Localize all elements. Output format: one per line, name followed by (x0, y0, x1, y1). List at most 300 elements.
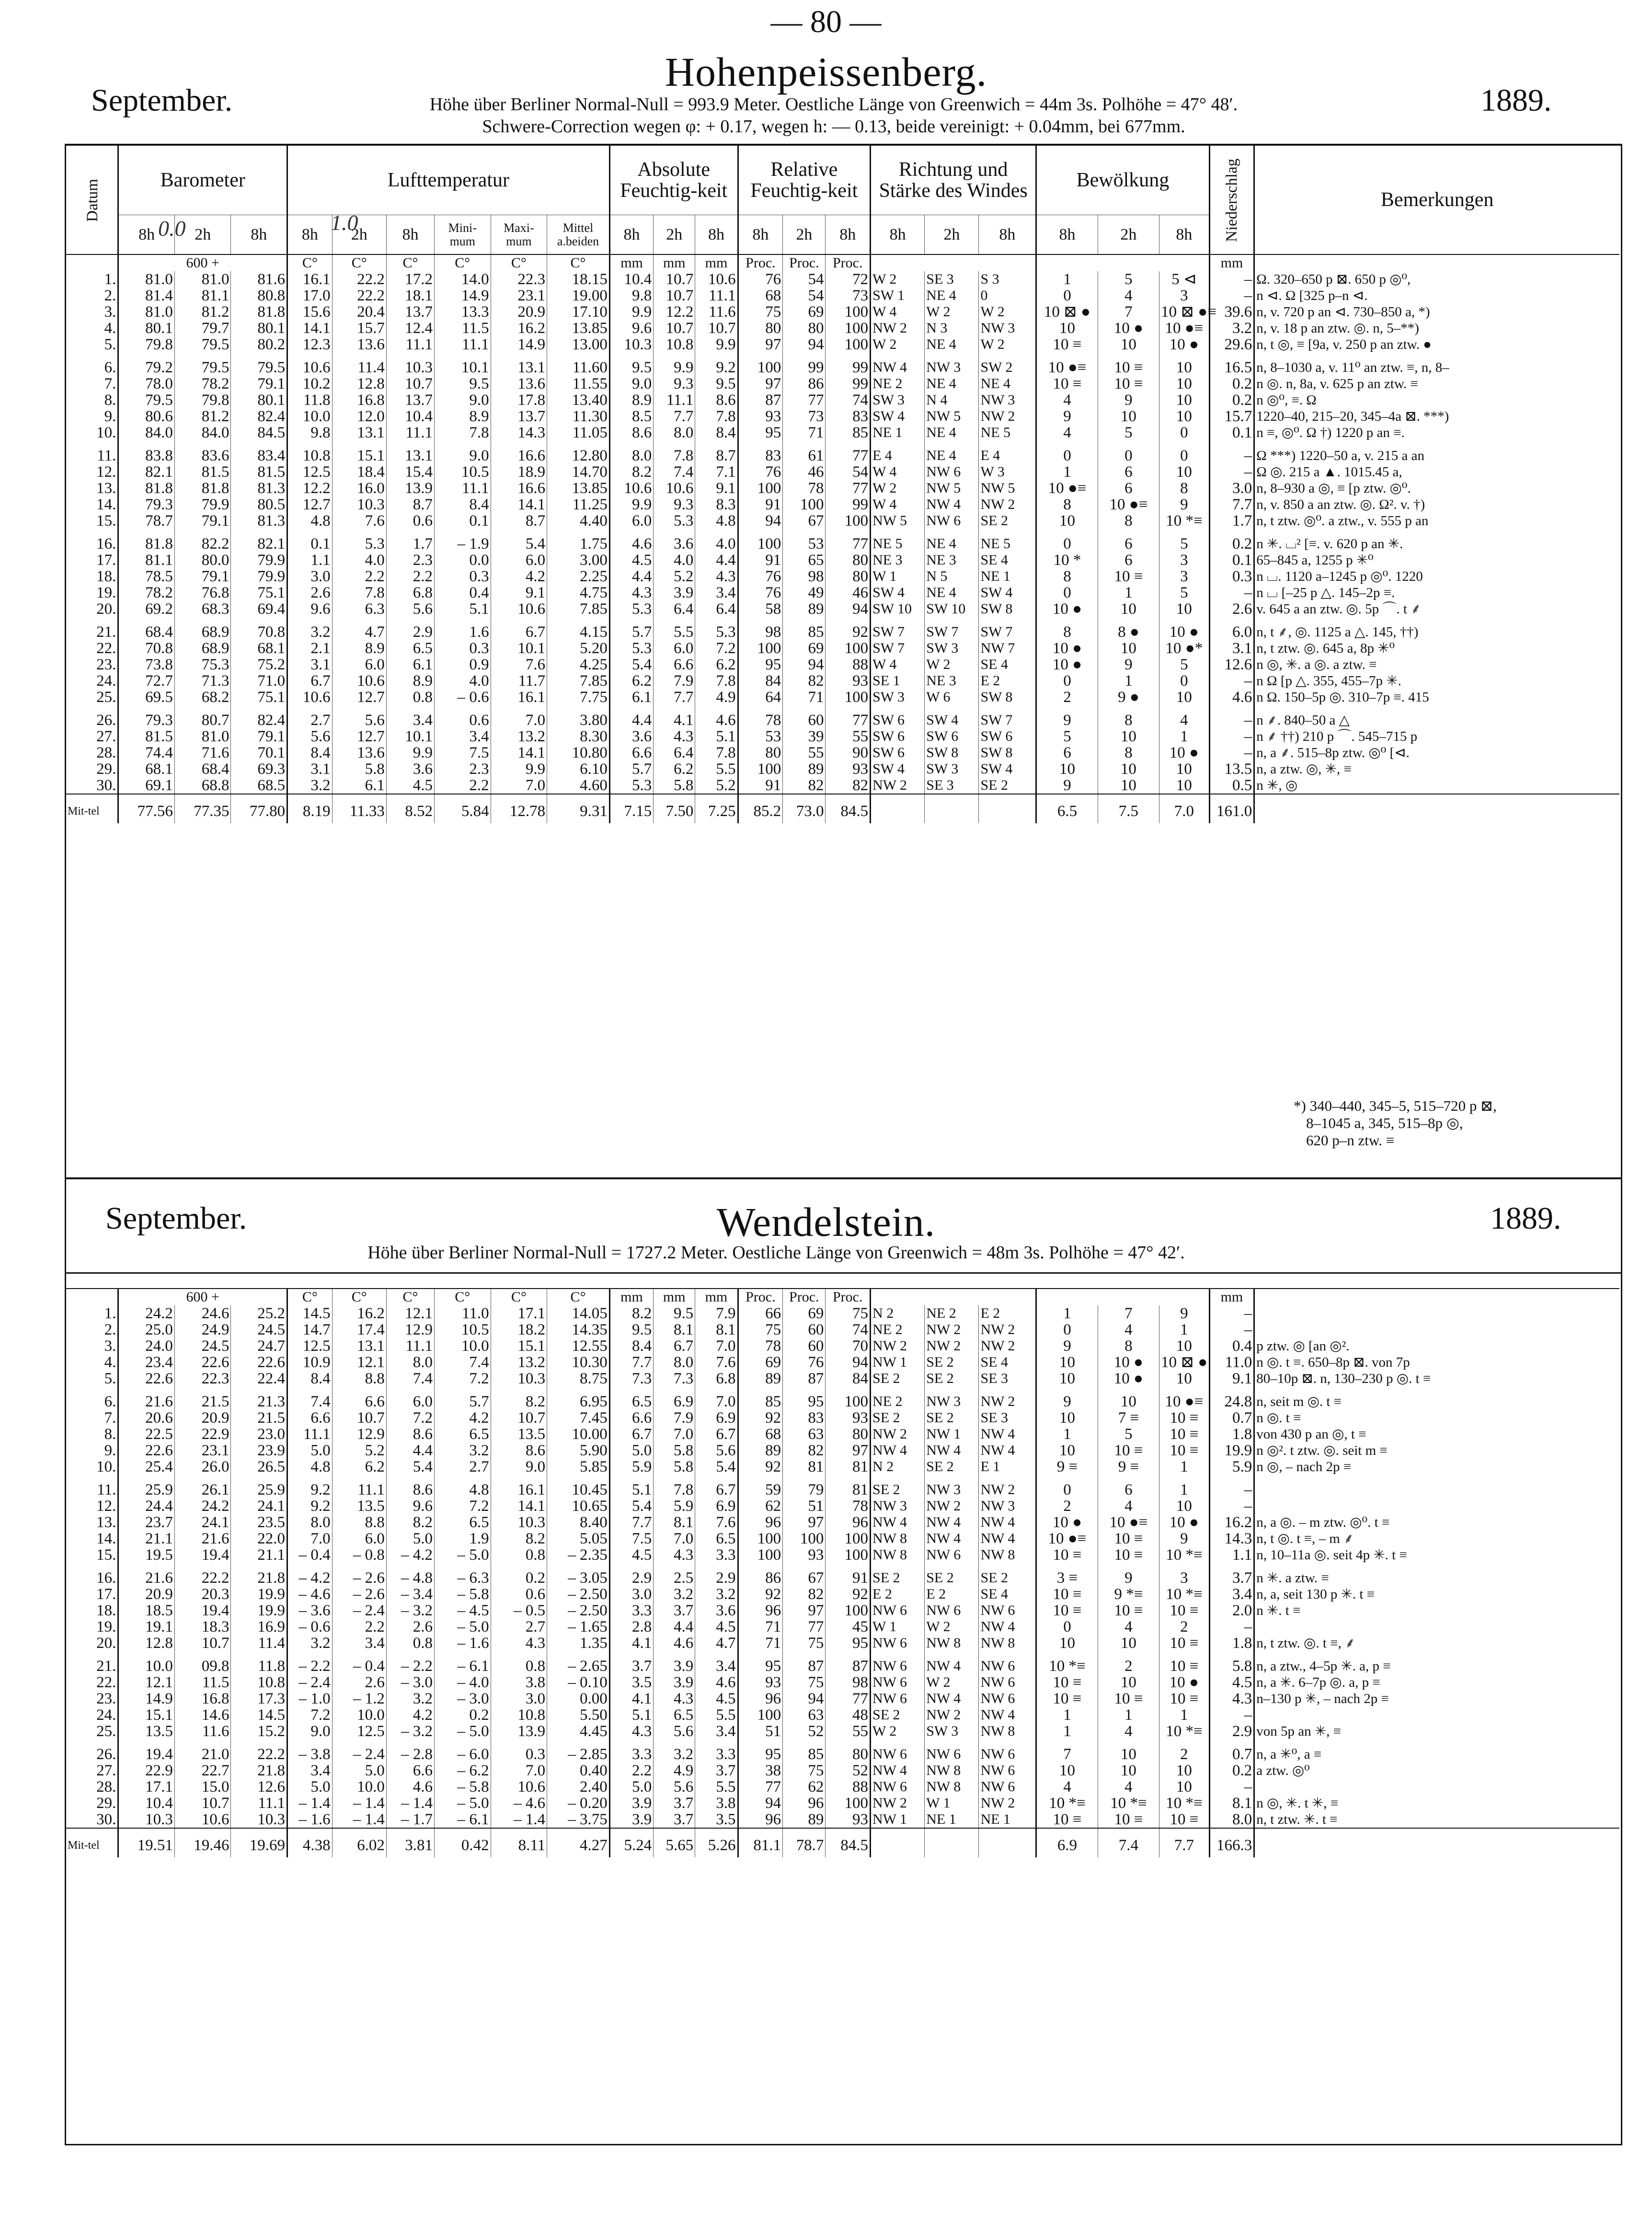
cell: 79.5 (174, 336, 231, 353)
cell: 15.1 (118, 1707, 175, 1723)
cell: NW 4 (925, 1691, 979, 1707)
cell: 0.8 (491, 1547, 547, 1563)
cell: 5.1 (695, 728, 738, 745)
cell: 2 (1036, 1498, 1098, 1514)
cell: 19.9 (1209, 1442, 1254, 1459)
cell (1254, 1779, 1619, 1795)
cell: SW 1 (871, 288, 925, 304)
cell: 65–845 a, 1255 p ✳⁰ (1254, 552, 1619, 568)
cell: 55 (826, 1723, 871, 1739)
cell: 11.33 (332, 794, 386, 823)
cell: 51 (738, 1723, 783, 1739)
unit-label: C° (287, 254, 333, 271)
cell: 5 (1159, 529, 1210, 552)
cell: 1.1 (287, 552, 333, 568)
cell: 70.8 (118, 640, 175, 656)
cell: 9. (104, 408, 116, 425)
cell: 4.1 (654, 705, 695, 728)
cell: 25. (96, 689, 116, 706)
cell: 13.7 (386, 304, 434, 320)
cell: 9.6 (609, 320, 653, 336)
footnote-line: *) 340–440, 345–5, 515–720 p ⊠, (1294, 1097, 1497, 1114)
cell: 15.7 (1209, 408, 1254, 425)
table-row (66, 1498, 1619, 1514)
cell: – (1209, 1498, 1254, 1514)
cell: – 4.5 (435, 1602, 491, 1619)
cell: n, t ◎. t ≡, – m ⸙ (1254, 1531, 1619, 1547)
cell: 80–10p ⊠. n, 130–230 p ◎. t ≡ (1254, 1370, 1619, 1387)
cell: 6.7 (491, 617, 547, 640)
cell: 4.6 (609, 529, 653, 552)
cell: 4.8 (695, 513, 738, 529)
year-label-hohen: 1889. (1480, 83, 1552, 118)
cell: 4.1 (609, 1635, 653, 1651)
cell: 10 (1098, 1762, 1159, 1779)
cell: 2.0 (1209, 1602, 1254, 1619)
cell: 166.3 (1209, 1828, 1254, 1857)
cell: 96 (738, 1602, 783, 1619)
cell: 5 (1098, 425, 1159, 441)
cell: 5.26 (695, 1828, 738, 1857)
cell: 10 ≡ (1159, 1691, 1210, 1707)
cell: 7.7 (609, 1514, 653, 1531)
cell: 68.4 (174, 761, 231, 777)
cell: 10 ≡ (1036, 1691, 1098, 1707)
cell: 5 (1159, 585, 1210, 601)
subheader-mittel: Mittel a.beiden (547, 215, 610, 254)
cell: 87 (826, 1651, 871, 1674)
cell: 19.4 (174, 1602, 231, 1619)
cell: 22.4 (231, 1370, 287, 1387)
table-row (66, 1619, 1619, 1635)
cell: NW 8 (979, 1635, 1036, 1651)
cell: 80.0 (174, 552, 231, 568)
cell: SW 3 (925, 1723, 979, 1739)
cell: NW 6 (925, 464, 979, 480)
cell: 92 (738, 1586, 783, 1602)
cell: 76.8 (174, 585, 231, 601)
cell: 100 (826, 513, 871, 529)
cell: 1. (104, 271, 116, 288)
cell: 94 (783, 1691, 826, 1707)
cell: NW 8 (925, 1635, 979, 1651)
cell: SE 2 (925, 1459, 979, 1475)
cell: 78.2 (174, 376, 231, 392)
cell: 95 (826, 1635, 871, 1651)
cell: 10.0 (118, 1651, 175, 1674)
cell: 69 (738, 1354, 783, 1370)
cell: 12.80 (547, 441, 610, 464)
cell: 80.1 (231, 392, 287, 408)
cell: 5.3 (609, 601, 653, 617)
cell: NE 2 (871, 376, 925, 392)
cell: 4 (1098, 1723, 1159, 1739)
cell: 3.9 (654, 1651, 695, 1674)
cell: 2.40 (547, 1779, 610, 1795)
table-row (66, 480, 1619, 496)
cell: 1.1 (1209, 1547, 1254, 1563)
cell: NW 2 (925, 1322, 979, 1338)
cell: 8.9 (332, 640, 386, 656)
cell: 5.3 (609, 640, 653, 656)
cell: – 3.2 (386, 1723, 434, 1739)
table-row (66, 441, 1619, 464)
cell: 90 (826, 745, 871, 761)
unit-label: C° (332, 254, 386, 271)
cell: 82.4 (231, 408, 287, 425)
cell: 79.8 (174, 392, 231, 408)
cell: 12.2 (654, 304, 695, 320)
cell: 82 (783, 777, 826, 794)
cell: 7.0 (654, 1531, 695, 1547)
cell: 3.4 (1209, 1586, 1254, 1602)
subheader-abs-8h: 8h (609, 215, 653, 254)
cell: 81.3 (231, 480, 287, 496)
cell: 7.8 (435, 425, 491, 441)
units-row (66, 254, 1619, 271)
cell: 3 (1159, 1563, 1210, 1586)
cell: 8.9 (435, 408, 491, 425)
cell: – 6.0 (435, 1739, 491, 1762)
cell: 22.7 (174, 1762, 231, 1779)
cell: 8.0 (654, 425, 695, 441)
cell: 10.5 (435, 464, 491, 480)
cell: SW 7 (871, 640, 925, 656)
cell: 12.6 (231, 1779, 287, 1795)
cell: 5.7 (435, 1387, 491, 1410)
cell: 6.9 (695, 1410, 738, 1426)
cell: SW 4 (871, 408, 925, 425)
cell: – 5.0 (435, 1723, 491, 1739)
cell: 0.1 (1209, 552, 1254, 568)
cell: 71 (738, 1635, 783, 1651)
cell: 3.00 (547, 552, 610, 568)
cell: E 2 (925, 1586, 979, 1602)
cell: NW 2 (871, 777, 925, 794)
cell: NW 3 (979, 1498, 1036, 1514)
cell: 4.2 (386, 1707, 434, 1723)
cell: 10 ●≡ (1036, 353, 1098, 376)
cell: NE 4 (925, 529, 979, 552)
cell: 2.9 (609, 1563, 653, 1586)
cell: 0 (1159, 441, 1210, 464)
cell: 3.9 (654, 1674, 695, 1691)
cell: 80.1 (118, 320, 175, 336)
cell: – 2.6 (332, 1563, 386, 1586)
section-divider (65, 1177, 1621, 1179)
cell: 24.8 (1209, 1387, 1254, 1410)
unit-label (1036, 1289, 1209, 1305)
cell: 14.9 (491, 336, 547, 353)
cell: 8.2 (386, 1514, 434, 1531)
cell: 10 ≡ (1098, 568, 1159, 585)
cell: 78.2 (118, 585, 175, 601)
table-row (66, 585, 1619, 601)
cell: 3.9 (654, 585, 695, 601)
cell: W 2 (871, 336, 925, 353)
cell: 100 (738, 529, 783, 552)
cell: 100 (738, 1547, 783, 1563)
cell: 10.80 (547, 745, 610, 761)
footnote-line: 8–1045 a, 345, 515–8p ◎, (1306, 1115, 1463, 1131)
cell: 0.2 (1209, 529, 1254, 552)
unit-label: C° (435, 1289, 491, 1305)
cell: 83.8 (118, 441, 175, 464)
cell: 63 (783, 1707, 826, 1723)
cell: 18.5 (118, 1602, 175, 1619)
cell: – 0.8 (332, 1547, 386, 1563)
table-row (66, 1707, 1619, 1723)
unit-label: C° (435, 254, 491, 271)
cell: 8.4 (287, 1370, 333, 1387)
cell: 16.5 (1209, 353, 1254, 376)
cell: 3.1 (287, 656, 333, 673)
cell: – (1209, 271, 1254, 288)
cell: – 1.4 (287, 1795, 333, 1811)
cell: NE 3 (925, 552, 979, 568)
header-relative-feuchtigkeit: Relative Feuchtig-keit (738, 146, 870, 215)
cell: 4.5 (695, 1619, 738, 1635)
table-row (66, 1475, 1619, 1498)
cell: 10.6 (174, 1811, 231, 1828)
cell: 75 (738, 304, 783, 320)
cell: 7.5 (1098, 794, 1159, 823)
cell: 9 (1159, 496, 1210, 513)
cell: 81.6 (231, 271, 287, 288)
cell: 3.7 (654, 1795, 695, 1811)
cell: 8 (1098, 745, 1159, 761)
cell: 2.2 (435, 777, 491, 794)
cell: 38 (738, 1762, 783, 1779)
cell: NW 6 (979, 1762, 1036, 1779)
cell: 10 (1036, 1410, 1098, 1426)
cell: 7.7 (609, 1354, 653, 1370)
cell: 10 (1036, 1442, 1098, 1459)
cell: 10 (1098, 640, 1159, 656)
table-row (66, 1691, 1619, 1707)
cell: 13.85 (547, 480, 610, 496)
cell: 100 (826, 1795, 871, 1811)
cell: 8.0 (609, 441, 653, 464)
cell: 5.6 (695, 1442, 738, 1459)
cell: 2.6 (287, 585, 333, 601)
cell: 6.2 (654, 761, 695, 777)
cell: 81.5 (118, 728, 175, 745)
cell: 6.8 (386, 585, 434, 601)
cell: 8.2 (491, 1531, 547, 1547)
cell: 93 (826, 1410, 871, 1426)
cell: 2. (104, 287, 116, 304)
cell: 7.4 (1098, 1828, 1159, 1857)
cell: 87 (738, 392, 783, 408)
cell: 10 ≡ (1159, 1811, 1210, 1828)
cell: NW 7 (979, 640, 1036, 656)
cell: 25. (96, 1723, 116, 1740)
cell: 0.2 (1209, 1762, 1254, 1779)
cell: 17.2 (386, 271, 434, 288)
cell: 8.7 (386, 496, 434, 513)
cell: NW 8 (925, 1762, 979, 1779)
table-row (66, 1811, 1619, 1828)
cell: 10 (1159, 353, 1210, 376)
cell: 59 (738, 1475, 783, 1498)
cell: 7.1 (695, 464, 738, 480)
cell: SE 2 (871, 1707, 925, 1723)
cell: SW 3 (925, 640, 979, 656)
cell: 6.0 (332, 1531, 386, 1547)
cell: 20.9 (174, 1410, 231, 1426)
cell: von 430 p an ◎, t ≡ (1254, 1426, 1619, 1442)
cell: 2.3 (435, 761, 491, 777)
cell: 62 (738, 1498, 783, 1514)
cell: 12.1 (118, 1674, 175, 1691)
cell: 3.8 (695, 1795, 738, 1811)
cell: 10 (1098, 728, 1159, 745)
cell: – 6.2 (435, 1762, 491, 1779)
cell: 100 (826, 1387, 871, 1410)
cell: n, v. 850 a an ztw. ◎. Ω². v. †) (1254, 496, 1619, 513)
cell: 11.1 (287, 1426, 333, 1442)
cell: 10.1 (435, 353, 491, 376)
cell: 6.0 (332, 656, 386, 673)
mittel-row (66, 794, 1619, 823)
table-row (66, 320, 1619, 336)
cell: N 4 (925, 392, 979, 408)
cell: NW 4 (979, 1514, 1036, 1531)
cell (1254, 1619, 1619, 1635)
cell: 3.9 (609, 1811, 653, 1828)
cell: – 2.6 (332, 1586, 386, 1602)
cell: 21.8 (231, 1563, 287, 1586)
cell: 3.7 (654, 1811, 695, 1828)
cell: 10 ● (1159, 1514, 1210, 1531)
cell: 4.0 (332, 552, 386, 568)
cell: – 2.50 (547, 1602, 610, 1619)
cell: 12.3 (287, 336, 333, 353)
cell: 9.5 (609, 1322, 653, 1338)
cell: 70 (826, 1338, 871, 1354)
cell: 5.1 (609, 1475, 653, 1498)
cell: 5.3 (695, 617, 738, 640)
cell: – 3.8 (287, 1739, 333, 1762)
table-row (66, 1322, 1619, 1338)
subheader-baro-8h: 8h (118, 215, 175, 254)
cell: 2.2 (609, 1762, 653, 1779)
subheader-wind-8h: 8h (871, 215, 925, 254)
station-meta-hohen: Höhe über Berliner Normal-Null = 993.9 Meter. Oestliche Länge von Greenwich = 44m 3s. Polhöhe = 47° 48′. (429, 94, 1238, 115)
cell: 75 (783, 1674, 826, 1691)
cell: 11.8 (231, 1651, 287, 1674)
cell: 24.2 (118, 1305, 175, 1322)
cell: 97 (826, 1442, 871, 1459)
cell: 11.5 (435, 320, 491, 336)
header-lufttemperatur: Lufttemperatur (287, 146, 610, 215)
cell: 9.0 (491, 1459, 547, 1475)
cell: 6.2 (695, 656, 738, 673)
cell: 7.8 (654, 441, 695, 464)
cell: – 2.2 (287, 1651, 333, 1674)
unit-label (1254, 254, 1619, 271)
cell: 5.7 (609, 761, 653, 777)
cell: 10 (1159, 1779, 1210, 1795)
cell: 0.2 (1209, 392, 1254, 408)
cell: 10. (96, 1458, 116, 1475)
cell (1254, 1498, 1619, 1514)
cell: 17.4 (332, 1322, 386, 1338)
cell: 10 ≡ (1159, 1426, 1210, 1442)
cell: 10.1 (386, 728, 434, 745)
cell: NE 1 (871, 425, 925, 441)
cell: 2.2 (386, 568, 434, 585)
cell: 2.7 (435, 1459, 491, 1475)
cell: 98 (826, 1674, 871, 1691)
cell: 24.4 (118, 1498, 175, 1514)
cell: Ω. 320–650 p ⊠. 650 p ◎⁰, (1254, 271, 1619, 288)
cell: 9 (1098, 656, 1159, 673)
cell: NE 4 (925, 441, 979, 464)
unit-label (871, 1289, 1036, 1305)
cell: 10.2 (287, 376, 333, 392)
cell: 6.5 (1036, 794, 1098, 823)
cell: 9 (1159, 1531, 1210, 1547)
cell: 60 (783, 705, 826, 728)
cell: 13.2 (491, 1354, 547, 1370)
cell: 10.3 (332, 496, 386, 513)
cell: 0.4 (1209, 1338, 1254, 1354)
cell: 0 (1036, 585, 1098, 601)
cell: 10 ●≡ (1159, 1387, 1210, 1410)
cell: 10 (1159, 777, 1210, 794)
cell: 9.5 (609, 353, 653, 376)
cell: SW 8 (979, 601, 1036, 617)
cell: 5.6 (332, 705, 386, 728)
cell: 23.5 (231, 1514, 287, 1531)
cell: 79.5 (118, 392, 175, 408)
cell: – 6.3 (435, 1563, 491, 1586)
cell: 78.5 (118, 568, 175, 585)
cell: 81.5 (174, 464, 231, 480)
cell: 9.8 (609, 288, 653, 304)
cell: 9.1 (1209, 1370, 1254, 1387)
cell: NW 6 (979, 1674, 1036, 1691)
cell: 76 (738, 271, 783, 288)
cell: 5.4 (609, 656, 653, 673)
cell: 18.3 (174, 1619, 231, 1635)
cell: 100 (826, 1531, 871, 1547)
cell: 4.3 (654, 1547, 695, 1563)
cell: 100 (738, 1531, 783, 1547)
cell: SW 8 (925, 745, 979, 761)
cell: 5. (104, 1370, 116, 1387)
cell: 13. (96, 1514, 116, 1531)
cell: 79.8 (118, 336, 175, 353)
cell: NW 4 (925, 1651, 979, 1674)
cell: 11. (97, 1481, 116, 1498)
cell: NW 6 (979, 1739, 1036, 1762)
cell: 95 (738, 1651, 783, 1674)
cell: 9 (1036, 1338, 1098, 1354)
cell: 80.6 (118, 408, 175, 425)
cell: 1. (104, 1305, 116, 1322)
cell: 6.6 (332, 1387, 386, 1410)
cell: 3.2 (654, 1586, 695, 1602)
cell: NE 1 (979, 568, 1036, 585)
cell: 9.31 (547, 794, 610, 823)
cell: 4.3 (654, 728, 695, 745)
cell: 6.2 (609, 673, 653, 689)
cell: 79.1 (231, 728, 287, 745)
cell: 73 (826, 288, 871, 304)
